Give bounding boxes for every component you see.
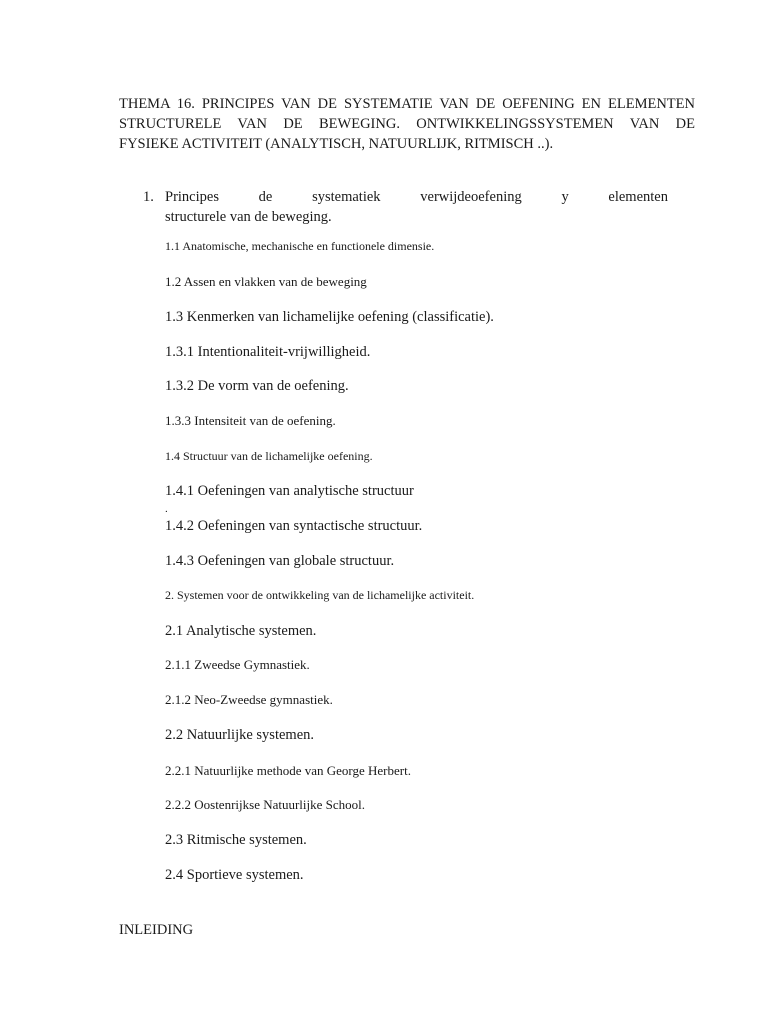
toc-item-1-4-3: 1.4.3 Oefeningen van globale structuur. <box>165 553 395 569</box>
stray-mark: . <box>165 503 168 515</box>
list-heading <box>165 187 668 227</box>
toc-item-1-4-1: 1.4.1 Oefeningen van analytische structuur <box>165 483 414 499</box>
toc-item-2-2-2: 2.2.2 Oostenrijkse Natuurlijke School. <box>165 797 366 812</box>
title-line-2: STRUCTURELE VAN DE BEWEGING. ONTWIKKELINGSSYSTEMEN VAN DE <box>119 116 695 132</box>
toc-item-2-2: 2.2 Natuurlijke systemen. <box>165 727 315 743</box>
list-number: 1. <box>143 189 154 205</box>
toc-item-2-1-1: 2.1.1 Zweedse Gymnastiek. <box>165 657 310 672</box>
toc-item-1-3-1: 1.3.1 Intentionaliteit-vrijwilligheid. <box>165 344 371 360</box>
list-heading-line-2: structurele van de beweging. <box>165 209 332 225</box>
toc-item-2: 2. Systemen voor de ontwikkeling van de lichamelijke activiteit. <box>165 588 475 602</box>
section-heading-introduction: INLEIDING <box>119 922 194 938</box>
toc-item-1-3: 1.3 Kenmerken van lichamelijke oefening (classificatie). <box>165 309 494 325</box>
toc-item-1-4: 1.4 Structuur van de lichamelijke oefening. <box>165 449 373 463</box>
toc-item-2-1-2: 2.1.2 Neo-Zweedse gymnastiek. <box>165 692 333 707</box>
toc-item-2-2-1: 2.2.1 Natuurlijke methode van George Herbert. <box>165 763 411 778</box>
toc-item-2-4: 2.4 Sportieve systemen. <box>165 867 304 883</box>
title-line-1: THEMA 16. PRINCIPES VAN DE SYSTEMATIE VAN DE OEFENING EN ELEMENTEN <box>119 96 695 112</box>
toc-item-1-1: 1.1 Anatomische, mechanische en functionele dimensie. <box>165 239 435 253</box>
toc-item-2-3: 2.3 Ritmische systemen. <box>165 832 307 848</box>
title-line-3: FYSIEKE ACTIVITEIT (ANALYTISCH, NATUURLIJK, RITMISCH ..). <box>119 136 554 152</box>
list-heading-line-1: Principes de systematiek verwijdeoefening y elementen <box>165 189 668 205</box>
toc-item-1-4-2: 1.4.2 Oefeningen van syntactische structuur. <box>165 518 423 534</box>
toc-item-1-2: 1.2 Assen en vlakken van de beweging <box>165 274 367 289</box>
toc-item-1-3-2: 1.3.2 De vorm van de oefening. <box>165 378 349 394</box>
toc-item-1-3-3: 1.3.3 Intensiteit van de oefening. <box>165 413 336 428</box>
toc-item-2-1: 2.1 Analytische systemen. <box>165 623 317 639</box>
document-title <box>119 94 695 154</box>
